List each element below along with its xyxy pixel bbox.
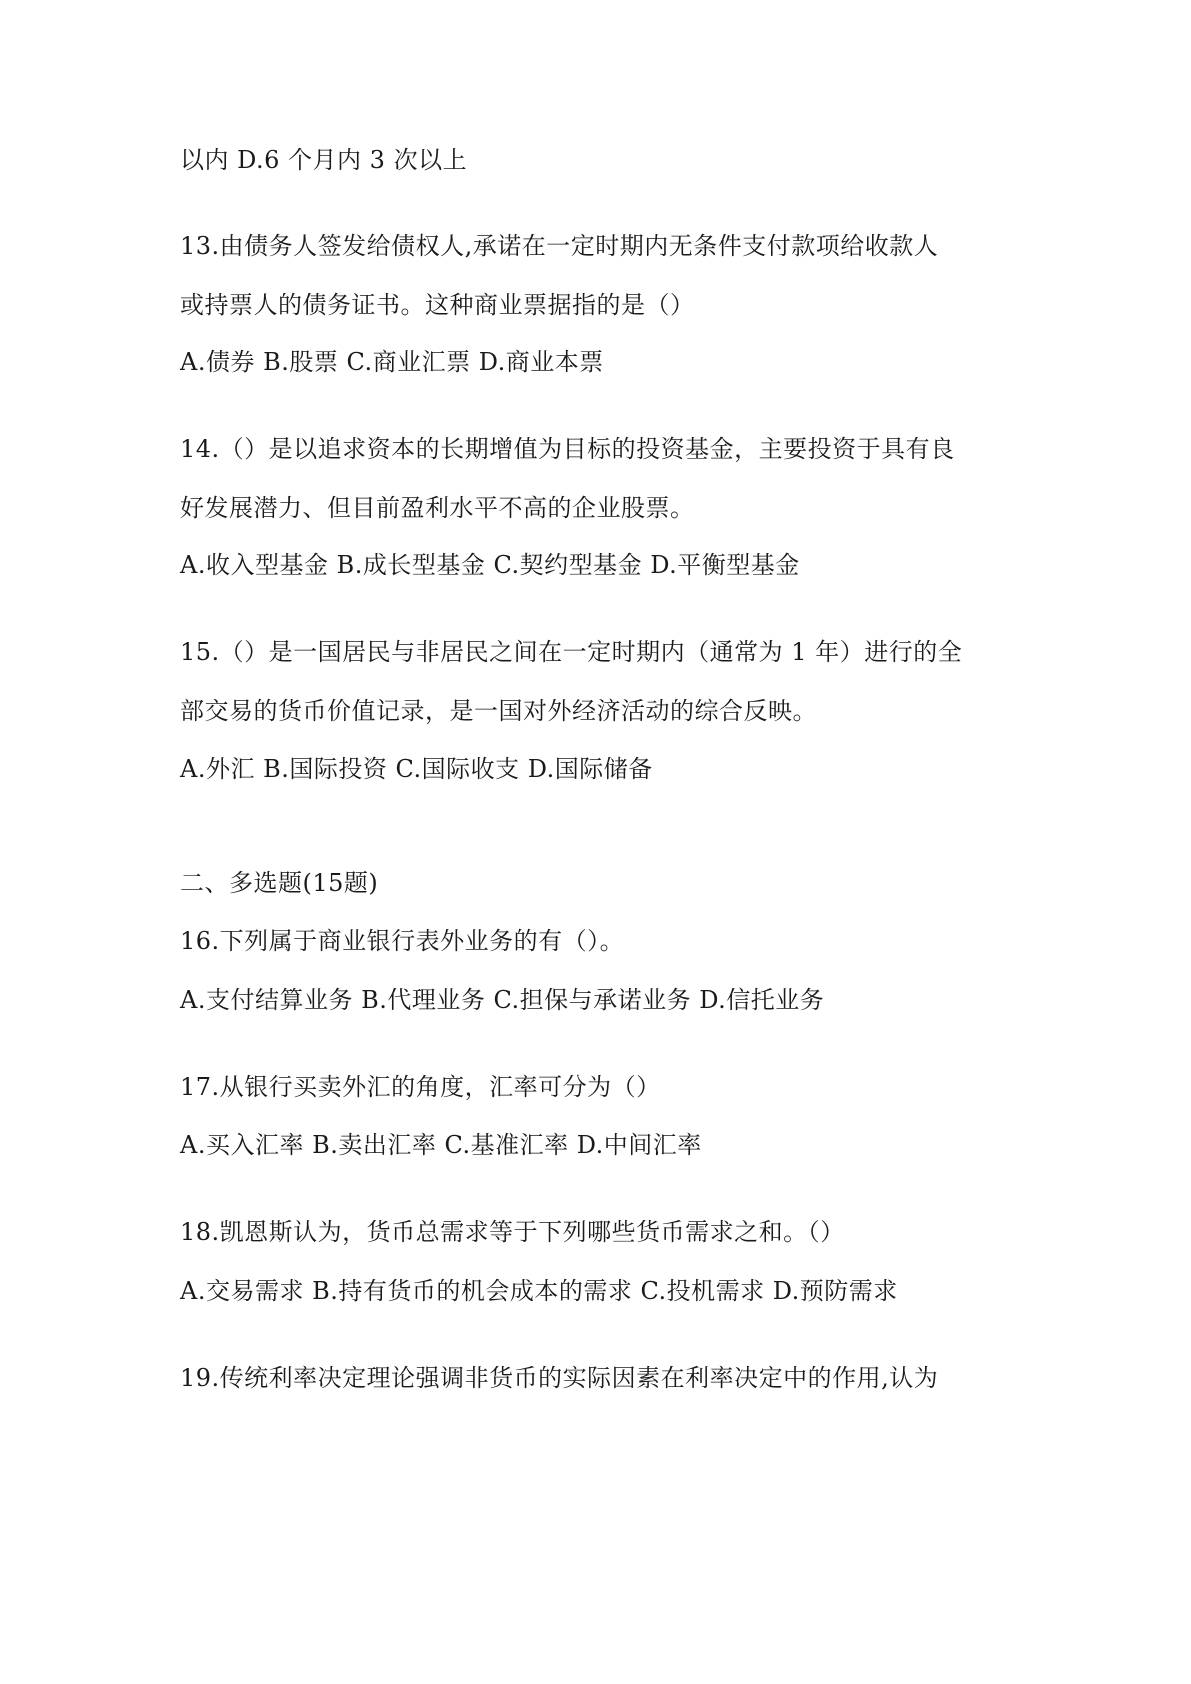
question-15-options: A.外汇 B.国际投资 C.国际收支 D.国际储备 bbox=[180, 755, 653, 783]
question-12-tail: 以内 D.6 个月内 3 次以上 bbox=[180, 146, 468, 174]
question-16-options: A.支付结算业务 B.代理业务 C.担保与承诺业务 D.信托业务 bbox=[180, 986, 825, 1014]
question-13-line-1: 13.由债务人签发给债权人,承诺在一定时期内无条件支付款项给收款人 bbox=[180, 232, 939, 260]
question-15-line-1: 15.（）是一国居民与非居民之间在一定时期内（通常为 1 年）进行的全 bbox=[180, 638, 963, 666]
question-17-options: A.买入汇率 B.卖出汇率 C.基准汇率 D.中间汇率 bbox=[180, 1131, 702, 1159]
section-heading: 二、多选题(15题) bbox=[180, 869, 379, 897]
question-17: 17.从银行买卖外汇的角度，汇率可分为（） bbox=[180, 1073, 661, 1101]
question-13-options: A.债券 B.股票 C.商业汇票 D.商业本票 bbox=[180, 348, 604, 376]
question-18: 18.凯恩斯认为，货币总需求等于下列哪些货币需求之和。（） bbox=[180, 1218, 845, 1246]
question-19-line-1: 19.传统利率决定理论强调非货币的实际因素在利率决定中的作用,认为 bbox=[180, 1364, 939, 1392]
question-14-line-1: 14.（）是以追求资本的长期增值为目标的投资基金，主要投资于具有良 bbox=[180, 435, 955, 463]
question-16: 16.下列属于商业银行表外业务的有（）。 bbox=[180, 927, 625, 955]
question-14-options: A.收入型基金 B.成长型基金 C.契约型基金 D.平衡型基金 bbox=[180, 551, 800, 579]
question-18-options: A.交易需求 B.持有货币的机会成本的需求 C.投机需求 D.预防需求 bbox=[180, 1277, 898, 1305]
question-15-line-2: 部交易的货币价值记录，是一国对外经济活动的综合反映。 bbox=[180, 697, 817, 725]
question-13-line-2: 或持票人的债务证书。这种商业票据指的是（） bbox=[180, 291, 695, 319]
question-14-line-2: 好发展潜力、但目前盈利水平不高的企业股票。 bbox=[180, 494, 695, 522]
